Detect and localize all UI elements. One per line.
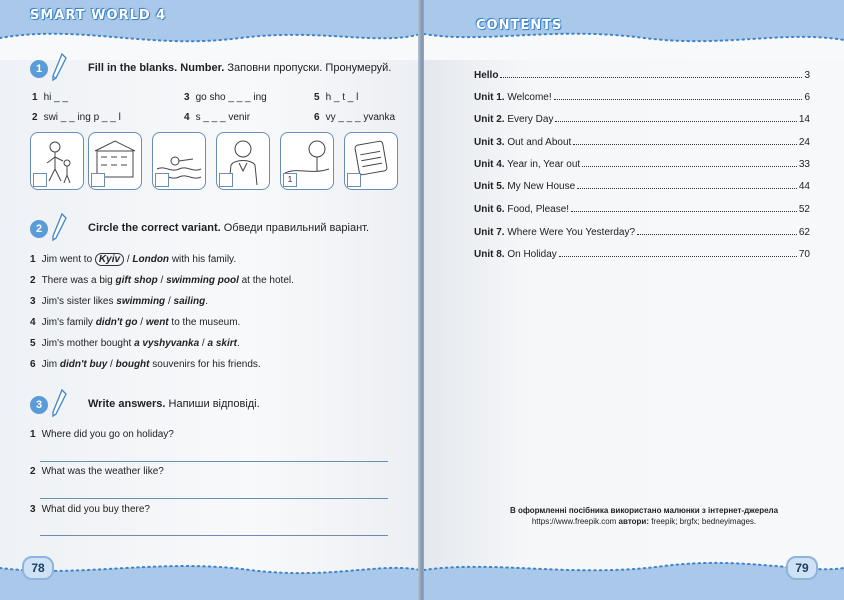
image-credits: [484, 505, 804, 527]
toc-row[interactable]: Hello 3: [474, 70, 810, 81]
pencil-icon: [50, 52, 68, 82]
exercise-3-title: Write answers. Напиши відповіді.: [88, 398, 260, 410]
number-box[interactable]: [347, 173, 361, 187]
number-box[interactable]: [219, 173, 233, 187]
right-page: [424, 0, 844, 600]
page-number: 78: [22, 556, 54, 580]
boy-vyshyvanka-picture: [216, 132, 270, 190]
circle-sentence: 5 Jim's mother bought a vyshyvanka / a skirt.: [30, 338, 240, 349]
pencil-icon: [50, 212, 68, 242]
bottom-wave-band: [424, 544, 844, 600]
fill-item: 5 h _ t _ l: [314, 92, 359, 103]
fill-item: 3 go sho _ _ _ ing: [184, 92, 267, 103]
exercise-3-header: [30, 398, 400, 418]
pencil-icon: [50, 388, 68, 418]
page-number: 79: [786, 556, 818, 580]
circle-sentence: 2 There was a big gift shop / swimming pool at the hotel.: [30, 275, 294, 286]
fill-item: 6 vy _ _ _ yvanka: [314, 112, 396, 123]
exercise-number-badge: 2: [30, 220, 48, 238]
question: 3 What did you buy there?: [30, 504, 150, 515]
exercise-1-title: Fill in the blanks. Number. Заповни пропуски. Пронумеруй.: [88, 62, 392, 74]
question: 2 What was the weather like?: [30, 466, 164, 477]
answer-line[interactable]: [40, 498, 388, 499]
toc-row[interactable]: Unit 3. Out and About 24: [474, 137, 810, 148]
hiking-family-picture: [30, 132, 84, 190]
toc-row[interactable]: Unit 8. On Holiday 70: [474, 249, 810, 260]
exercise-1-header: [30, 62, 400, 82]
credits-url[interactable]: https://www.freepik.com: [531, 517, 617, 526]
park-landscape-picture: [280, 132, 334, 190]
answer-line[interactable]: [40, 461, 388, 462]
toc-row[interactable]: Unit 2. Every Day 14: [474, 114, 810, 125]
toc-row[interactable]: Unit 1. Welcome! 6: [474, 92, 810, 103]
exercise-2-header: [30, 222, 400, 242]
contents-title: CONTENTS: [476, 18, 563, 33]
toc-row[interactable]: Unit 5. My New House 44: [474, 181, 810, 192]
fill-item: 1 hi _ _: [32, 92, 69, 103]
fill-item: 4 s _ _ _ venir: [184, 112, 251, 123]
swimming-pool-picture: [152, 132, 206, 190]
circle-sentence: 4 Jim's family didn't go / went to the museum.: [30, 317, 241, 328]
question: 1 Where did you go on holiday?: [30, 429, 174, 440]
circle-sentence: 3 Jim's sister likes swimming / sailing.: [30, 296, 208, 307]
souvenir-picture: [344, 132, 398, 190]
circle-sentence: 6 Jim didn't buy / bought souvenirs for his friends.: [30, 359, 261, 370]
number-box[interactable]: 1: [283, 173, 297, 187]
exercise-number-badge: 1: [30, 60, 48, 78]
toc-row[interactable]: Unit 7. Where Were You Yesterday? 62: [474, 227, 810, 238]
toc-row[interactable]: Unit 6. Food, Please! 52: [474, 204, 810, 215]
number-box[interactable]: [33, 173, 47, 187]
number-box[interactable]: [155, 173, 169, 187]
left-page: [0, 0, 420, 600]
hotel-picture: [88, 132, 142, 190]
number-box[interactable]: [91, 173, 105, 187]
fill-item: 2 swi _ _ ing p _ _ l: [32, 112, 121, 123]
credits-line: https://www.freepik.com автори: freepik; brgfx; bedneyimages.: [531, 517, 757, 526]
circled-answer[interactable]: Kyiv: [95, 253, 124, 266]
bottom-wave-band: [0, 544, 420, 600]
exercise-2-title: Circle the correct variant. Обведи правильний варіант.: [88, 222, 370, 234]
exercise-number-badge: 3: [30, 396, 48, 414]
answer-line[interactable]: [40, 535, 388, 536]
circle-sentence: 1 Jim went to Kyiv / London with his family.: [30, 254, 237, 265]
credits-line: В оформленні посібника використано малюнки з інтернет-джерела: [509, 506, 779, 515]
toc-row[interactable]: Unit 4. Year in, Year out 33: [474, 159, 810, 170]
series-title: SMART WORLD 4: [30, 8, 167, 23]
